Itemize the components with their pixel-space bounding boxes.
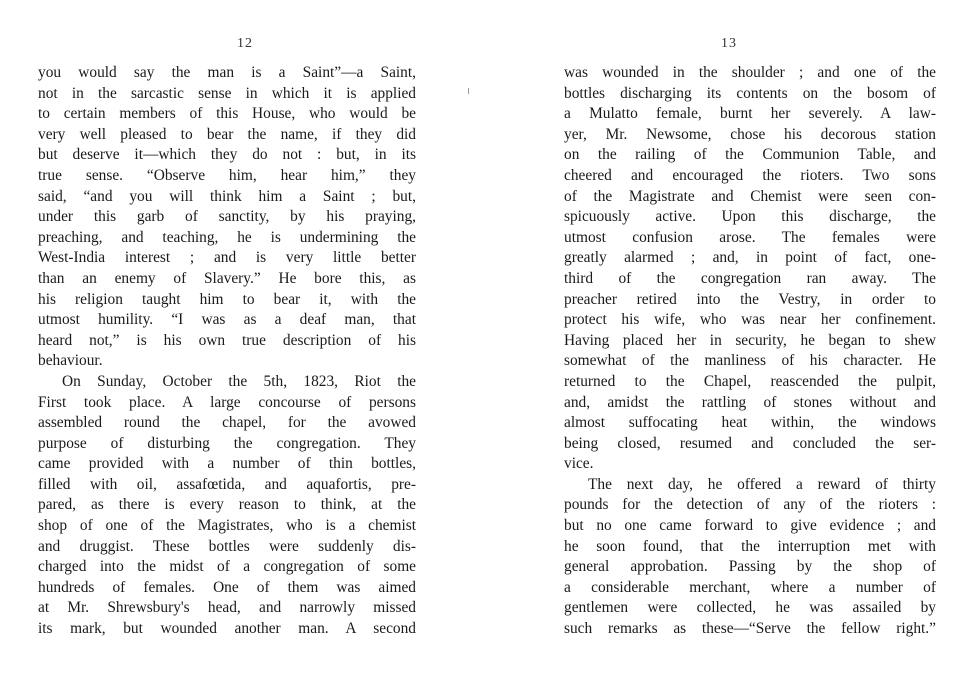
text-line: of the Magistrate and Chemist were seen con- [564, 187, 936, 205]
text-line: being closed, resumed and concluded the ser- [564, 434, 936, 452]
text-line: at Mr. Shrewsbury's head, and narrowly missed [38, 599, 416, 617]
text-line: cheered and encouraged the rioters. Two sons [564, 166, 936, 184]
text-line: such remarks as these—“Serve the fellow right.” [564, 620, 936, 638]
text-line: Having placed her in security, he began to shew [564, 331, 936, 349]
text-line: shop of one of the Magistrates, who is a chemist [38, 517, 416, 535]
text-line: West-India interest ; and is very little better [38, 249, 416, 267]
text-line: utmost confusion arose. The females were [564, 228, 936, 246]
text-line: greatly alarmed ; and, in point of fact, one- [564, 249, 936, 267]
text-line: not in the sarcastic sense in which it is applied [38, 84, 416, 102]
text-line: bottles discharging its contents on the bosom of [564, 84, 936, 102]
page-number-right: 13 [721, 36, 737, 51]
left-page-text [38, 63, 416, 640]
text-line: pared, as there is every reason to think, at the [38, 496, 416, 514]
gutter-mark [468, 88, 469, 94]
text-line: general approbation. Passing by the shop of [564, 558, 936, 576]
text-line: preacher retired into the Vestry, in order to [564, 290, 936, 308]
page-number-left: 12 [237, 36, 253, 51]
text-line: was wounded in the shoulder ; and one of the [564, 64, 936, 81]
text-line: but no one came forward to give evidence ; and [564, 517, 936, 535]
text-line: hundreds of females. One of them was aimed [38, 578, 416, 596]
text-line: but deserve it—which they do not : but, in its [38, 146, 416, 164]
text-line: pounds for the detection of any of the rioters : [564, 496, 936, 514]
right-page-text [564, 63, 936, 640]
text-line: preaching, and teaching, he is undermining the [38, 228, 416, 246]
text-line: The next day, he offered a reward of thirty [588, 475, 936, 493]
text-line: almost suffocating heat within, the windows [564, 414, 936, 432]
text-line: On Sunday, October the 5th, 1823, Riot the [62, 372, 416, 390]
text-line: behaviour. [38, 352, 103, 370]
text-line: charged into the midst of a congregation of some [38, 558, 416, 576]
text-line: First took place. A large concourse of persons [38, 393, 416, 411]
text-line: and, amidst the rattling of stones without and [564, 393, 936, 411]
text-line: gentlemen were collected, he was assailed by [564, 599, 936, 617]
text-line: a considerable merchant, where a number of [564, 578, 936, 596]
text-line: said, “and you will think him a Saint ; but, [38, 187, 416, 205]
text-line: he soon found, that the interruption met with [564, 537, 936, 555]
text-line: his religion taught him to bear it, with the [38, 290, 416, 308]
text-line: returned to the Chapel, reascended the pulpit, [564, 372, 936, 390]
text-line: somewhat of the manliness of his character. He [564, 352, 936, 370]
text-line: heard not,” is his own true description of his [38, 331, 416, 349]
text-line: came provided with a number of thin bottles, [38, 455, 416, 473]
text-line: filled with oil, assafœtida, and aquafortis, pre- [38, 475, 416, 493]
text-line: to certain members of this House, who would be [38, 105, 416, 123]
text-line: protect his wife, who was near her confinement. [564, 311, 936, 329]
text-line: yer, Mr. Newsome, chose his decorous station [564, 125, 936, 143]
text-line: under this garb of sanctity, by his praying, [38, 208, 416, 226]
text-line: utmost humility. “I was as a deaf man, that [38, 311, 416, 329]
text-line: spicuously active. Upon this discharge, the [564, 208, 936, 226]
text-line: vice. [564, 455, 594, 473]
text-line: than an enemy of Slavery.” He bore this, as [38, 269, 416, 287]
left-page [0, 0, 470, 673]
text-line: purpose of disturbing the congregation. They [38, 434, 416, 452]
text-line: very well pleased to bear the name, if they did [38, 125, 416, 143]
text-line: a Mulatto female, burnt her severely. A law- [564, 105, 936, 123]
text-line: assembled round the chapel, for the avowed [38, 414, 416, 432]
text-line: you would say the man is a Saint”—a Saint, [38, 64, 416, 81]
text-line: its mark, but wounded another man. A second [38, 620, 416, 638]
text-line: on the railing of the Communion Table, and [564, 146, 936, 164]
right-page [490, 0, 980, 673]
text-line: and druggist. These bottles were suddenly dis- [38, 537, 416, 555]
text-line: true sense. “Observe him, hear him,” they [38, 166, 416, 184]
text-line: third of the congregation ran away. The [564, 269, 936, 287]
